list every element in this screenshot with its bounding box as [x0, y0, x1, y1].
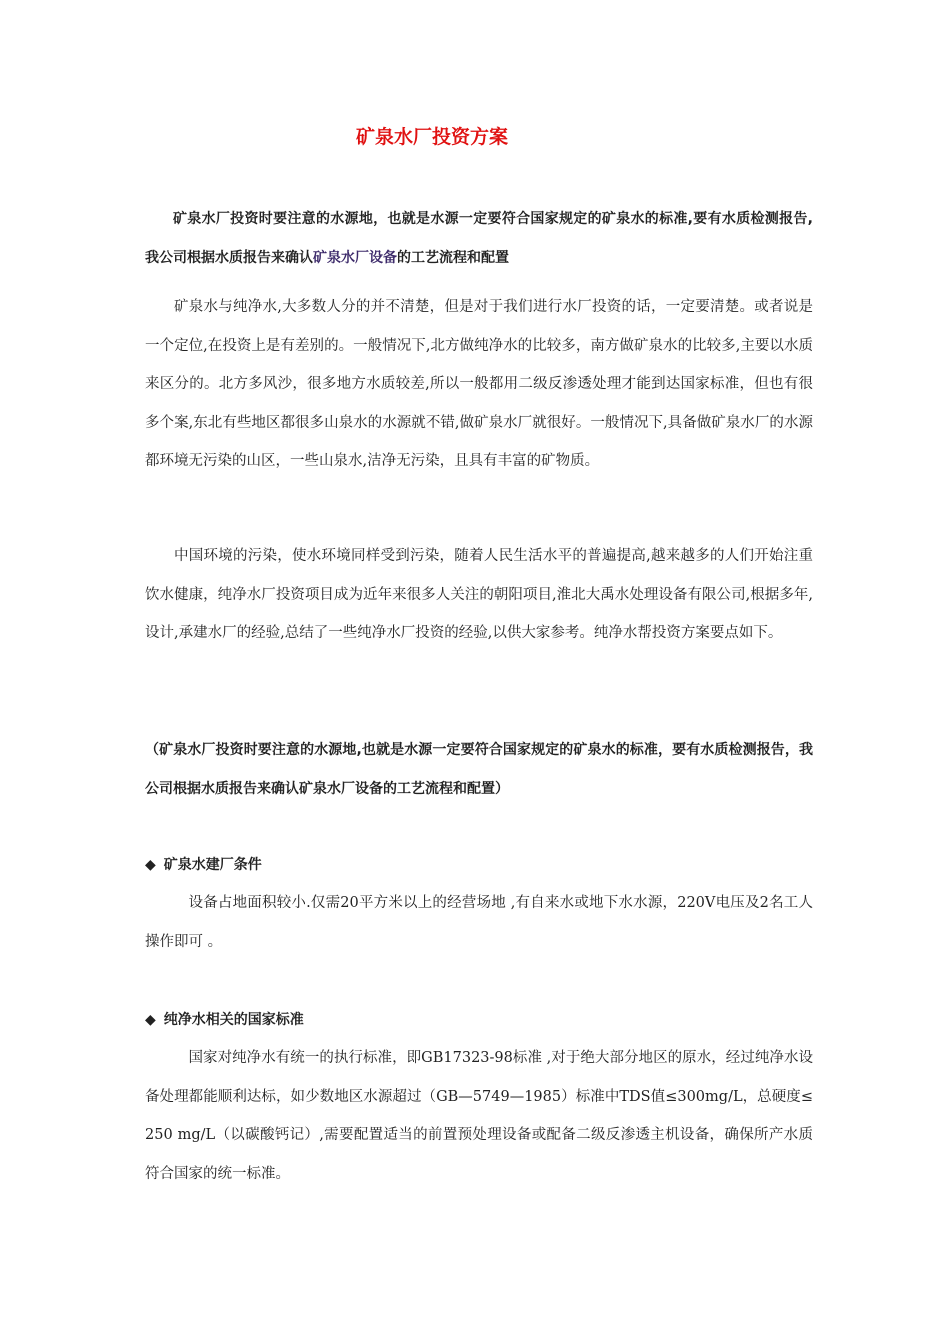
intro-paragraph: [145, 200, 813, 277]
section-heading-standards-text: 纯净水相关的国家标准: [163, 1012, 304, 1028]
section-heading-conditions: [145, 855, 262, 875]
section-body-conditions: 设备占地面积较小.仅需20平方米以上的经营场地 ,有自来水或地下水水源，220V电压及2名工人操作即可 。: [145, 895, 813, 950]
note-paragraph: （矿泉水厂投资时要注意的水源地,也就是水源一定要符合国家规定的矿泉水的标准，要有水质检测报告，我公司根据水质报告来确认矿泉水厂设备的工艺流程和配置）: [145, 742, 813, 797]
section-body-standards: 国家对纯净水有统一的执行标准，即GB17323-98标准 ,对于绝大部分地区的原水，经过纯净水设备处理都能顺利达标，如少数地区水源超过（GB—5749—1985）标准中TDS值≤300mg/L，总硬度≤ 250 mg/L（以碳酸钙记）,需要配置适当的前置预处理设备或配备二级反渗透主机设备，确保所产水质符合国家的统一标准。: [145, 1050, 813, 1182]
paragraph-mineral-vs-pure: 矿泉水与纯净水,大多数人分的并不清楚，但是对于我们进行水厂投资的话，一定要清楚。或者说是一个定位,在投资上是有差别的。一般情况下,北方做纯净水的比较多，南方做矿泉水的比较多,主要以水质来区分的。北方多风沙，很多地方水质较差,所以一般都用二级反渗透处理才能到达国家标准，但也有很多个案,东北有些地区都很多山泉水的水源就不错,做矿泉水厂就很好。一般情况下,具备做矿泉水厂的水源都环境无污染的山区，一些山泉水,洁净无污染，且具有丰富的矿物质。: [145, 299, 813, 469]
intro-text-a: 矿泉水厂投资时要注意的水源地，也就是水源一定要符合国家规定的矿泉水的标准,要有水质检测报告,我公司根据水质报告来确认: [145, 211, 813, 266]
section-heading-conditions-text: 矿泉水建厂条件: [163, 857, 262, 873]
section-heading-standards: [145, 1010, 304, 1030]
diamond-bullet-icon: ◆: [145, 857, 156, 873]
document-title: 矿泉水厂投资方案: [355, 126, 508, 148]
diamond-bullet-icon: ◆: [145, 1012, 156, 1028]
equipment-link[interactable]: 矿泉水厂设备: [313, 249, 397, 266]
paragraph-environment: 中国环境的污染，使水环境同样受到污染，随着人民生活水平的普遍提高,越来越多的人们开始注重饮水健康，纯净水厂投资项目成为近年来很多人关注的朝阳项目,淮北大禹水处理设备有限公司,根据多年,设计,承建水厂的经验,总结了一些纯净水厂投资的经验,以供大家参考。纯净水帮投资方案要点如下。: [145, 548, 813, 641]
intro-text-b: 的工艺流程和配置: [397, 249, 509, 266]
